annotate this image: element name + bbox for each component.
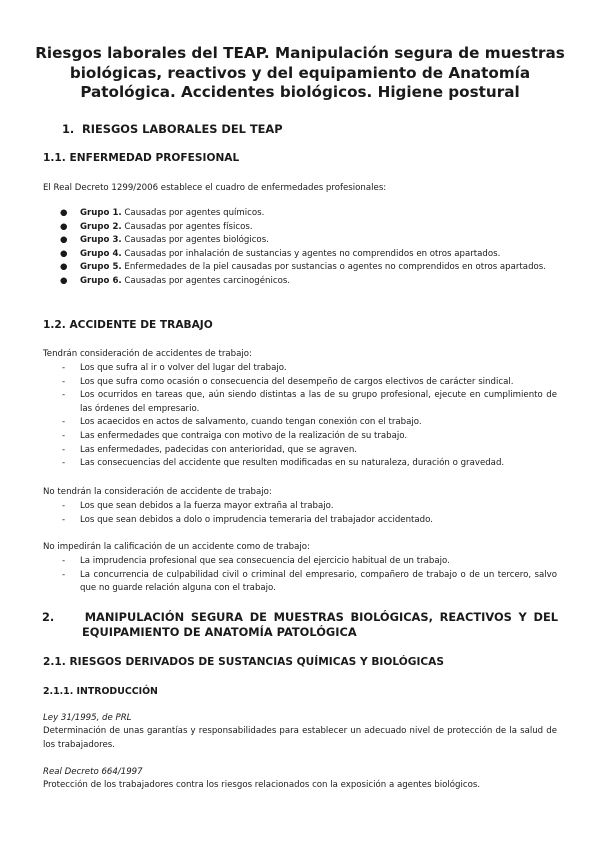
law-2-title: Real Decreto 664/1997 bbox=[43, 767, 143, 777]
list-item-text: Los que sufra al ir o volver del lugar del trabajo. bbox=[80, 363, 287, 373]
list-item: - Las consecuencias del accidente que resulten modificadas en su naturaleza, duración o gravedad. bbox=[62, 458, 505, 469]
section-2-number: 2. bbox=[42, 610, 55, 624]
subsection-2-1-heading: 2.1. RIESGOS DERIVADOS DE SUSTANCIAS QUÍMICAS Y BIOLÓGICAS bbox=[43, 656, 444, 668]
list-item-label: Grupo 6. bbox=[80, 275, 122, 286]
bullet-icon: ● bbox=[60, 235, 68, 246]
list-item-text: La imprudencia profesional que sea consecuencia del ejercicio habitual de un trabajo. bbox=[80, 556, 450, 566]
list-item: - Los que sean debidos a la fuerza mayor extraña al trabajo. bbox=[62, 501, 334, 511]
list-item-text: Los que sufra como ocasión o consecuencia del desempeño de cargos electivos de carácter sindical. bbox=[80, 376, 514, 387]
section-1-title: RIESGOS LABORALES DEL TEAP bbox=[81, 122, 283, 136]
list-item-label: Grupo 1. bbox=[80, 208, 122, 218]
accidentes-intro-b: No tendrán la consideración de accidente de trabajo: bbox=[43, 487, 272, 497]
list-item bbox=[43, 261, 557, 275]
list-item: - Los que sean debidos a dolo o imprudencia temeraria del trabajador accidentado. bbox=[62, 514, 433, 525]
list-item bbox=[43, 207, 557, 221]
subsection-2-1-1-heading: 2.1.1. INTRODUCCIÓN bbox=[43, 686, 158, 697]
subsection-1-1-intro: El Real Decreto 1299/2006 establece el cuadro de enfermedades profesionales: bbox=[43, 183, 387, 193]
section-2-title: MANIPULACIÓN SEGURA DE MUESTRAS BIOLÓGICAS, REACTIVOS Y DEL EQUIPAMIENTO DE ANATOMÍA PATOLÓGICA bbox=[82, 610, 558, 639]
law-2-text: Protección de los trabajadores contra los riesgos relacionados con la exposición a agentes biológicos. bbox=[43, 780, 481, 790]
accidentes-list-b bbox=[43, 500, 557, 527]
list-item-text: La concurrencia de culpabilidad civil o criminal del empresario, compañero de trabajo o de un tercero, salvo que no guarde relación alguna con el trabajo. bbox=[80, 569, 557, 594]
list-item bbox=[43, 234, 557, 248]
list-item: - Los acaecidos en actos de salvamento, cuando tengan conexión con el trabajo. bbox=[62, 417, 422, 428]
list-item-text: Enfermedades de la piel causadas por sustancias o agentes no comprendidos en otros apartados. bbox=[121, 262, 546, 273]
law-1-title: Ley 31/1995, de PRL bbox=[43, 713, 132, 723]
list-item-text: Las enfermedades que contraiga con motivo de la realización de su trabajo. bbox=[80, 430, 408, 441]
section-2-heading bbox=[42, 610, 558, 640]
list-item-text: Causadas por agentes físicos. bbox=[121, 221, 253, 232]
list-item-text: Causadas por agentes biológicos. bbox=[121, 235, 269, 246]
accidentes-intro-c: No impedirán la calificación de un accidente como de trabajo: bbox=[43, 542, 310, 552]
list-item-label: Grupo 3. bbox=[80, 235, 122, 246]
accidentes-intro-a: Tendrán consideración de accidentes de trabajo: bbox=[43, 349, 252, 359]
list-item bbox=[43, 248, 557, 262]
list-item-text: Causadas por agentes químicos. bbox=[121, 208, 265, 218]
law-1-text: Determinación de unas garantías y responsabilidades para establecer un adecuado nivel de protección de la salud de los trabajadores. bbox=[43, 726, 557, 750]
subsection-1-2-heading: 1.2. ACCIDENTE DE TRABAJO bbox=[43, 319, 213, 331]
list-item-text: Las enfermedades, padecidas con anterioridad, que se agraven. bbox=[80, 444, 358, 455]
list-item: - La imprudencia profesional que sea consecuencia del ejercicio habitual de un trabajo. bbox=[62, 556, 450, 566]
list-item bbox=[43, 275, 557, 289]
list-item: - Los ocurridos en tareas que, aún siendo distintas a las de su grupo profesional, ejecute en cumplimiento de las órdenes del empresario. bbox=[62, 390, 557, 414]
accidentes-list-a bbox=[43, 362, 557, 471]
list-item-text: Las consecuencias del accidente que resulten modificadas en su naturaleza, duración o gravedad. bbox=[80, 458, 505, 469]
bullet-icon: ● bbox=[60, 248, 68, 259]
list-item-text: Los ocurridos en tareas que, aún siendo distintas a las de su grupo profesional, ejecute en cumplimiento de las órdenes del empresario. bbox=[80, 390, 557, 414]
bullet-icon: ● bbox=[60, 275, 68, 286]
bullet-icon: ● bbox=[60, 221, 68, 232]
list-item: - La concurrencia de culpabilidad civil o criminal del empresario, compañero de trabajo o de un tercero, salvo que no guarde relación alguna con el trabajo. bbox=[62, 569, 557, 594]
list-item-label: Grupo 5. bbox=[80, 262, 122, 273]
subsection-1-1-heading: 1.1. ENFERMEDAD PROFESIONAL bbox=[43, 152, 240, 164]
list-item-label: Grupo 2. bbox=[80, 221, 122, 232]
list-item bbox=[43, 221, 557, 235]
list-item-text: Causadas por inhalación de sustancias y agentes no comprendidos en otros apartados. bbox=[121, 248, 501, 259]
bullet-icon: ● bbox=[60, 262, 68, 273]
list-item-text: Los acaecidos en actos de salvamento, cuando tengan conexión con el trabajo. bbox=[80, 417, 422, 428]
bullet-icon: ● bbox=[60, 208, 68, 218]
list-item-text: Los que sean debidos a la fuerza mayor extraña al trabajo. bbox=[80, 501, 334, 511]
section-1-number: 1. bbox=[62, 122, 75, 136]
list-item: - Las enfermedades, padecidas con anterioridad, que se agraven. bbox=[62, 444, 358, 455]
list-item-label: Grupo 4. bbox=[80, 248, 122, 259]
list-item-text: Causadas por agentes carcinogénicos. bbox=[121, 275, 291, 286]
accidentes-list-c bbox=[43, 555, 557, 596]
grupos-list bbox=[43, 207, 557, 289]
list-item-text: Los que sean debidos a dolo o imprudencia temeraria del trabajador accidentado. bbox=[80, 514, 433, 525]
list-item: - Los que sufra como ocasión o consecuencia del desempeño de cargos electivos de carácter sindical. bbox=[62, 376, 514, 387]
document-title: Riesgos laborales del TEAP. Manipulación segura de muestras biológicas, reactivos y del equipamiento de Anatomía Patológica. Accidentes biológicos. Higiene postural bbox=[35, 44, 565, 101]
list-item: - Las enfermedades que contraiga con motivo de la realización de su trabajo. bbox=[62, 430, 408, 441]
section-1-heading bbox=[62, 122, 558, 137]
list-item: - Los que sufra al ir o volver del lugar del trabajo. bbox=[62, 363, 287, 373]
